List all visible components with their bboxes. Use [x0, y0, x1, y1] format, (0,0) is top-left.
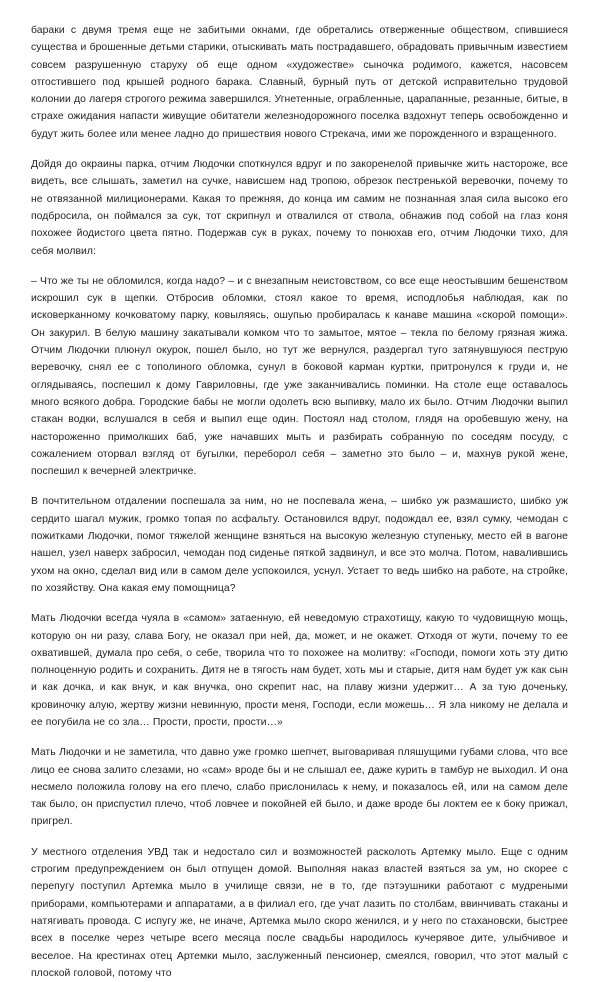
- paragraph: В почтительном отдалении поспешала за ним, но не поспевала жена, – шибко уж размашисто, шибко уж сердито шагал мужик, громко топая по асфальту. Остановился вдруг, подождал ее, взял сумку, чемодан с пожитками Людочки, помог тяжелой женщине взняться на высокую железную ступеньку, место ей в вагоне нашел, узел наверх забросил, чемодан под сиденье пяткой задвинул, и все это молча. Потом, навалившись ухом на окно, сделал вид или в самом деле успокоился, уснул. Устает то ведь шибко на работе, на стройке, по хозяйству. Она какая ему помощница?: [31, 496, 568, 594]
- paragraph: У местного отделения УВД так и недостало сил и возможностей расколоть Артемку мыло. Еще с одним строгим предупреждением он был отпущен домой. Выполняя наказ властей взяться за ум, но скорее с перепугу поступил Артемка мыло в училище связи, не в то, где пэтэушники работают с мудреными приборами, компьютерами и аппаратами, а в филиал его, где учат лазить по столбам, ввинчивать стаканы и натягивать провода. С испугу же, не иначе, Артемка мыло скоро женился, и у него по стахановски, быстрее всех в поселке через четыре всего месяца после свадьбы народилось кучерявое дите, улыбчивое и веселое. На крестинах отец Артемки мыло, заслуженный пенсионер, смеялся, говорил, что этот малый с плоской головой, потому что: [31, 846, 568, 979]
- paragraph: Мать Людочки всегда чуяла в «самом» затаенную, ей неведомую страхотищу, какую то чудовищную мощь, которую он ни разу, слава Богу, не оказал при ней, да, может, и не окажет. Отходя от жути, почему то ее охватившей, думала про себя, о себе, творила что то похожее на молитву: «Господи, помоги хоть эту дитю полноценную родить и сохранить. Дитя не в тягость нам будет, хоть мы и старые, дитя нам будет уж как сын и как дочка, и как внук, и как внучка, оно скрепит нас, на плаву жизни удержит… А за тую доченьку, кровиночку алую, жертву жизни невинную, прости меня, Господи, если можешь… Я зла никому не делала и ее погубила не со зла… Прости, прости, прости…»: [31, 613, 568, 728]
- paragraph: – Что же ты не обломился, когда надо? – и с внезапным неистовством, со все еще неостывшим бешенством искрошил сук в щепки. Отбросив обломки, стоял какое то время, исподлобья наблюдая, как по исковерканному кочковатому парку, ковыляясь, ошупью пробиралась к канаве машина «скорой помощи». Он закурил. В белую машину закатывали комком что то замытое, мятое – текла по белому грязная жижа. Отчим Людочки плюнул окурок, пошел было, но тут же вернулся, раздергал туго затянувшуюся пеструю веревочку, снял ее с тополиного обломка, сунул в боковой карман куртки, притронулся к груди и, не оглядываясь, поспешил к дому Гавриловны, где уже заканчивались поминки. На столе еще оставалось много всякого добра. Городские бабы не могли одолеть всю выпивку, мало их было. Отчим Людочки выпил стакан водки, вслушался в себя и выпил еще один. Постоял над столом, глядя на оробевшую жену, на настороженно примолкших баб, уже начавших мыть и разбирать собранную по соседям посуду, с сожалением оторвал взгляд от бугылки, переборол себя – заметно это было – и, махнув рукой жене, поспешил к вечерней электричке.: [31, 275, 568, 478]
- paragraph: Мать Людочки и не заметила, что давно уже громко шепчет, выговаривая пляшущими губами слова, что все лицо ее снова залито слезами, но «сам» вроде бы и не слышал ее, даже курить в тамбур не выходил. И она несмело положила голову на его плечо, слабо прислонилась к нему, и показалось ей, или на самом деле так было, он приспустил плечо, чтоб ловчее и покойней ей было, и даже вроде бы локтем ее к боку прижал, пригрел.: [31, 747, 568, 828]
- paragraph: Дойдя до окраины парка, отчим Людочки споткнулся вдруг и по закоренелой привычке жить настороже, все видеть, все слышать, заметил на сучке, нависшем над тропою, обрезок пестренькой веревочки, почему то не отвязанной милиционерами. Какая то прежняя, до конца им самим не познанная злая сила высоко его подбросила, он поймался за сук, тот скрипнул и отвалился от ствола, обнажив под собой на глаз коня похожее йодистого цвета пятно. Подержав сук в руках, почему то понюхав его, отчим Людочки тихо, для себя молвил:: [31, 159, 568, 257]
- paragraph: бараки с двумя тремя еще не забитыми окнами, где обретались отверженные обществом, спившиеся существа и брошенные детьми старики, отыскивать мать пострадавшего, обрадовать привычным известием совсем разрушенную старуху об еще одном «художестве» сыночка родимого, кажется, насовсем отгостившего под крышей родного барака. Славный, бурный путь от детской исправительно трудовой колонии до лагеря строгого режима завершился. Угнетенные, ограбленные, царапанные, резанные, битые, в страхе ожидания напасти живущие обитатели железнодорожного поселка вздохнут теперь освобожденно и будут жить более или менее ладно до пришествия нового Стрекача, ими же порожденного и взращенного.: [31, 25, 568, 140]
- document-text-body: [31, 22, 568, 982]
